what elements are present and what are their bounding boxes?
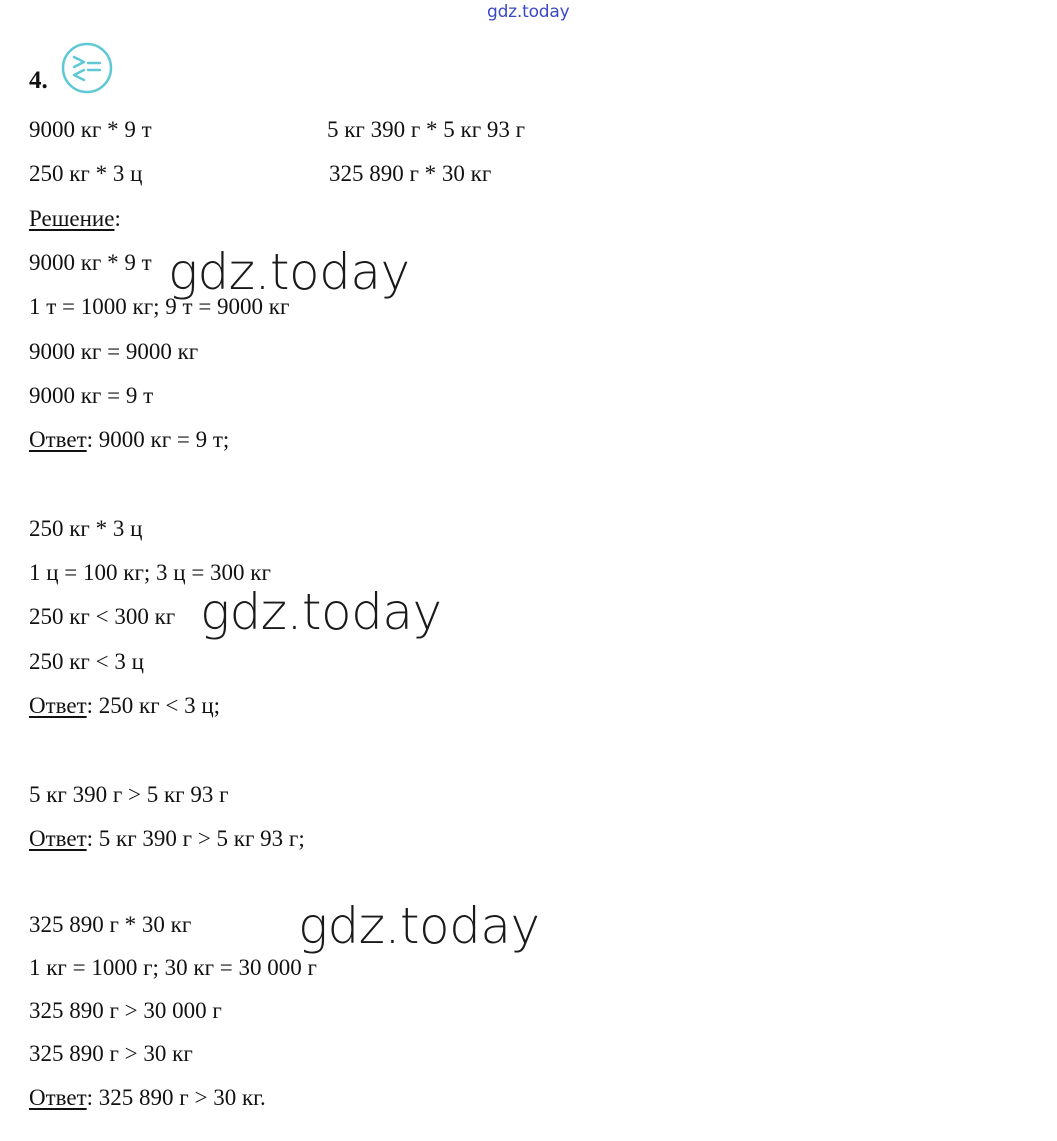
watermark-1: gdz.today bbox=[168, 243, 410, 301]
solution-label: Решение bbox=[29, 206, 115, 231]
block-3-line-1: 5 кг 390 г > 5 кг 93 г bbox=[29, 782, 229, 807]
task-number: 4. bbox=[29, 67, 48, 94]
solution-heading bbox=[29, 205, 121, 233]
block-1-line-2: 1 т = 1000 кг; 9 т = 9000 кг bbox=[29, 294, 290, 319]
answer-label: Ответ bbox=[29, 826, 87, 851]
answer-text: : 5 кг 390 г > 5 кг 93 г; bbox=[86, 826, 305, 851]
block-2-line-4: 250 кг < 3 ц bbox=[29, 649, 144, 674]
watermark-3: gdz.today bbox=[298, 897, 540, 955]
block-1-answer bbox=[29, 426, 229, 454]
solution-colon: : bbox=[114, 206, 121, 231]
block-4-line-3: 325 890 г > 30 000 г bbox=[29, 998, 222, 1023]
block-2-answer bbox=[29, 692, 220, 720]
problem-right-1: 5 кг 390 г * 5 кг 93 г bbox=[327, 117, 526, 142]
problem-left-2: 250 кг * 3 ц bbox=[29, 161, 143, 186]
watermark-2: gdz.today bbox=[200, 583, 442, 641]
block-2-line-3: 250 кг < 300 кг bbox=[29, 604, 176, 629]
compare-icon bbox=[60, 42, 114, 96]
site-watermark-top: gdz.today bbox=[487, 2, 570, 22]
block-1-line-3: 9000 кг = 9000 кг bbox=[29, 339, 199, 364]
block-4-line-2: 1 кг = 1000 г; 30 кг = 30 000 г bbox=[29, 955, 317, 980]
block-1-line-1: 9000 кг * 9 т bbox=[29, 250, 152, 275]
block-4-line-1: 325 890 г * 30 кг bbox=[29, 912, 192, 937]
block-1-line-4: 9000 кг = 9 т bbox=[29, 383, 154, 408]
block-3-answer bbox=[29, 825, 305, 853]
answer-label: Ответ bbox=[29, 1085, 87, 1110]
block-4-line-4: 325 890 г > 30 кг bbox=[29, 1041, 193, 1066]
block-4-answer bbox=[29, 1084, 266, 1112]
answer-label: Ответ bbox=[29, 693, 87, 718]
answer-text: : 9000 кг = 9 т; bbox=[86, 427, 230, 452]
answer-text: : 325 890 г > 30 кг. bbox=[86, 1085, 266, 1110]
problem-left-1: 9000 кг * 9 т bbox=[29, 117, 152, 142]
block-2-line-1: 250 кг * 3 ц bbox=[29, 516, 143, 541]
answer-text: : 250 кг < 3 ц; bbox=[86, 693, 221, 718]
block-2-line-2: 1 ц = 100 кг; 3 ц = 300 кг bbox=[29, 560, 271, 585]
problem-right-2: 325 890 г * 30 кг bbox=[329, 161, 492, 186]
answer-label: Ответ bbox=[29, 427, 87, 452]
